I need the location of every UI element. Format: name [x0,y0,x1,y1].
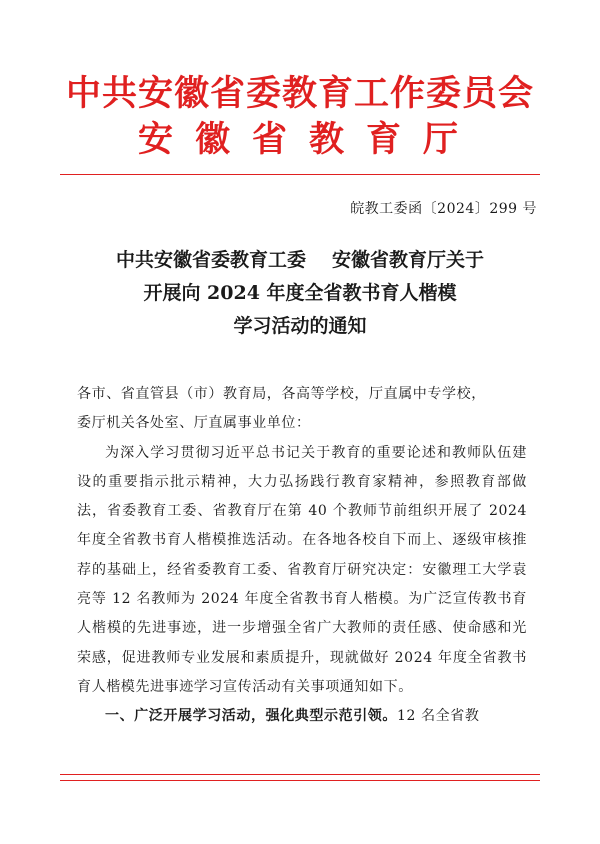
title-line-2: 开展向 2024 年度全省教书育人楷模 [143,282,457,304]
letterhead [0,72,600,164]
title-line-1b: 安徽省教育厅关于 [332,249,485,271]
section-1-heading: 一、广泛开展学习活动，强化典型示范引领。 [105,708,397,725]
title-line-1 [0,244,600,277]
letterhead-org-line2: 安徽省教育厅 [137,119,480,160]
section-1-paragraph [77,702,527,731]
document-number: 皖教工委函〔2024〕299 号 [350,201,537,217]
salutation-line-1: 各市、省直管县（市）教育局，各高等学校，厅直属中专学校， [77,386,486,402]
document-title [0,244,600,343]
title-line-3: 学习活动的通知 [233,315,367,337]
document-body [77,380,527,732]
body-paragraph-1: 为深入学习贯彻习近平总书记关于教育的重要论述和教师队伍建设的重要指示批示精神，大力弘扬践行教育家精神，参照教育部做法，省委教育工委、省教育厅在第 40 个教师节前组织开展了 2024 年度全省教书育人楷模推选活动。在各地各校自下而上、逐级审核推荐的基础上，经省委教育工委、省教育厅研究决定：安徽理工大学袁亮等 12 名教师为 2024 年度全省教书育人楷模。为广泛宣传教书育人楷模的先进事迹，进一步增强全省广大教师的责任感、使命感和光荣感，促进教师专业发展和素质提升，现就做好 2024 年度全省教书育人楷模先进事迹学习宣传活动有关事项通知如下。 [77,444,527,695]
footer-red-rule-lower [60,780,540,781]
salutation-line-2: 委厅机关各处室、厅直属事业单位： [77,415,311,432]
section-1-text: 12 名全省教 [397,708,480,725]
letterhead-org-line1: 中共安徽省委教育工作委员会 [65,73,534,114]
title-line-1a: 中共安徽省委教育工委 [115,249,306,271]
letterhead-red-rule [60,174,540,175]
footer-red-rule-upper [60,774,540,775]
